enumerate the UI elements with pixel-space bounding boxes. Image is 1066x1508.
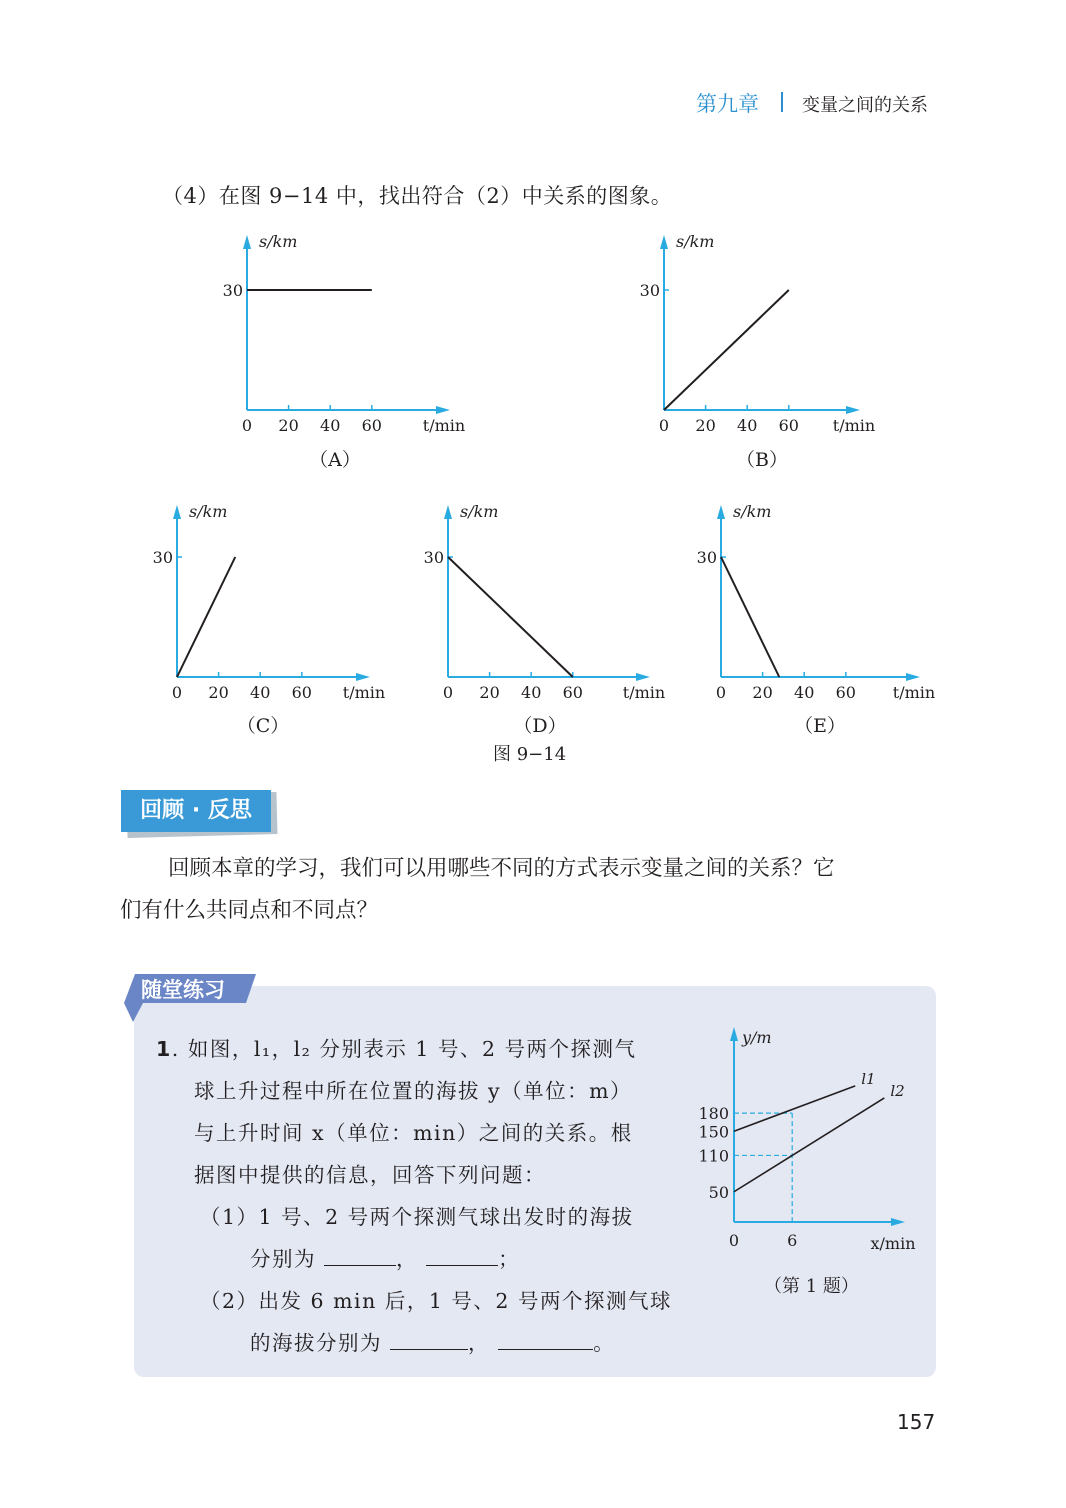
x-tick-label: 0 [442,683,454,702]
series-line-l1 [734,1086,855,1131]
exercise-1-line-1: 如图，l₁，l₂ 分别表示 1 号、2 号两个探测气 [187,1037,637,1061]
answer-blank-2b[interactable] [498,1327,593,1350]
review-line-2: 们有什么共同点和不同点？ [120,898,379,923]
y-tick-label: 30 [222,281,243,300]
exercise-1-line-4: 据图中提供的信息，回答下列问题： [194,1163,546,1187]
x-tick-label: 40 [521,683,542,702]
y-axis-arrow [730,1027,738,1041]
exercise-1-line-3: 与上升时间 x（单位：min）之间的关系。根 [194,1121,633,1145]
review-tag [121,790,271,832]
chapter-title: 变量之间的关系 [802,95,928,116]
x-tick-label: 40 [794,683,815,702]
x-tick-label: 0 [728,1231,740,1250]
y-axis-label: s/km [189,502,228,521]
answer-blank-1b[interactable] [426,1243,498,1266]
y-axis-arrow [243,235,251,249]
y-axis-label: s/km [259,232,298,251]
answer-blank-2a[interactable] [390,1327,468,1350]
chart-panel-e [680,495,950,710]
practice-tag [121,970,261,1030]
x-tick-label: 0 [715,683,727,702]
x-axis-arrow [356,673,370,681]
x-axis-label: t/min [342,683,386,702]
figure-caption: 图 9−14 [493,744,567,765]
x-tick-label: 60 [835,683,856,702]
sub-question-1: （1）1 号、2 号两个探测气球出发时的海拔 [200,1205,634,1229]
x-tick-label: 60 [562,683,583,702]
page-number: 157 [897,1410,936,1434]
x-axis-label: t/min [892,683,936,702]
x-tick-label: 6 [787,1231,798,1250]
x-axis-arrow [906,673,920,681]
chart-caption-e: （E） [794,715,846,737]
exercise-1-line-2: 球上升过程中所在位置的海拔 y（单位：m） [194,1079,633,1103]
x-tick-label: 40 [250,683,271,702]
x-tick-label: 60 [291,683,312,702]
sub-question-2-prefix: 的海拔分别为 [250,1331,382,1355]
exercise-number-dot: . [171,1037,180,1061]
x-tick-label: 20 [479,683,500,702]
data-line [177,557,235,677]
x-axis-label: t/min [622,683,666,702]
x-axis-label: t/min [422,416,466,435]
data-line [721,557,779,677]
exercise-1-chart [690,1015,930,1255]
sub-question-2: （2）出发 6 min 后，1 号、2 号两个探测气球 [200,1289,672,1313]
chart-panel-c [140,495,410,710]
x-tick-label: 0 [171,683,183,702]
y-axis-label: y/m [742,1028,772,1047]
chapter-label: 第九章 [696,92,759,116]
y-axis-arrow [173,505,181,519]
x-axis-label: x/min [870,1234,916,1253]
question-4-text: （4）在图 9−14 中，找出符合（2）中关系的图象。 [162,184,673,208]
blank-separator: ， [396,1247,419,1271]
exercise-number: 1 [156,1037,172,1061]
x-axis-label: t/min [832,416,876,435]
series-label-l2: l2 [890,1081,905,1100]
x-tick-label: 40 [737,416,758,435]
x-axis-arrow [436,406,450,414]
review-paragraph [120,848,940,932]
exercise-1-figure-caption: （第 1 题） [764,1276,859,1297]
chart-panel-a [190,225,490,440]
chart-caption-c: （C） [236,715,290,737]
y-axis-arrow [717,505,725,519]
answer-blank-1a[interactable] [324,1243,396,1266]
y-tick-label: 180 [698,1104,729,1124]
chart-caption-b: （B） [736,449,788,471]
chart-panel-b [620,225,900,440]
header-divider [781,92,783,112]
y-axis-label: s/km [676,232,715,251]
x-tick-label: 40 [320,416,341,435]
y-tick-label: 50 [708,1182,729,1202]
y-axis-label: s/km [460,502,499,521]
series-line-l2 [734,1098,884,1192]
sub-question-1-prefix: 分别为 [250,1247,316,1271]
x-tick-label: 60 [361,416,382,435]
x-tick-label: 60 [778,416,799,435]
review-line-1: 回顾本章的学习，我们可以用哪些不同的方式表示变量之间的关系？它 [168,856,835,881]
blank-separator: ， [468,1331,491,1355]
x-tick-label: 0 [658,416,670,435]
series-label-l1: l1 [861,1069,876,1088]
y-tick-label: 30 [639,281,660,300]
x-tick-label: 20 [278,416,299,435]
x-axis-arrow [891,1218,905,1226]
data-line [664,290,789,410]
y-tick-label: 150 [698,1122,729,1142]
blank-end: ； [498,1247,521,1271]
sub-question-2-answer-line [156,1322,676,1364]
chart-caption-a: （A） [309,449,361,471]
y-axis-arrow [660,235,668,249]
x-tick-label: 0 [241,416,253,435]
review-tag-label: 回顾 · 反思 [121,790,271,832]
x-tick-label: 20 [208,683,229,702]
y-axis-label: s/km [733,502,772,521]
chart-caption-d: （D） [513,715,567,737]
blank-end: 。 [593,1331,616,1355]
y-tick-label: 110 [698,1146,729,1166]
sub-question-1-answer-line [156,1238,676,1280]
y-axis-arrow [444,505,452,519]
x-tick-label: 20 [695,416,716,435]
y-tick-label: 30 [152,548,173,567]
practice-tag-pointer [124,1003,143,1022]
x-axis-arrow [636,673,650,681]
y-tick-label: 30 [696,548,717,567]
data-line [448,557,573,677]
practice-tag-label: 随堂练习 [141,978,225,1002]
chart-panel-d [410,495,680,710]
x-axis-arrow [846,406,860,414]
x-tick-label: 20 [752,683,773,702]
exercise-1 [156,1028,676,1364]
y-tick-label: 30 [423,548,444,567]
